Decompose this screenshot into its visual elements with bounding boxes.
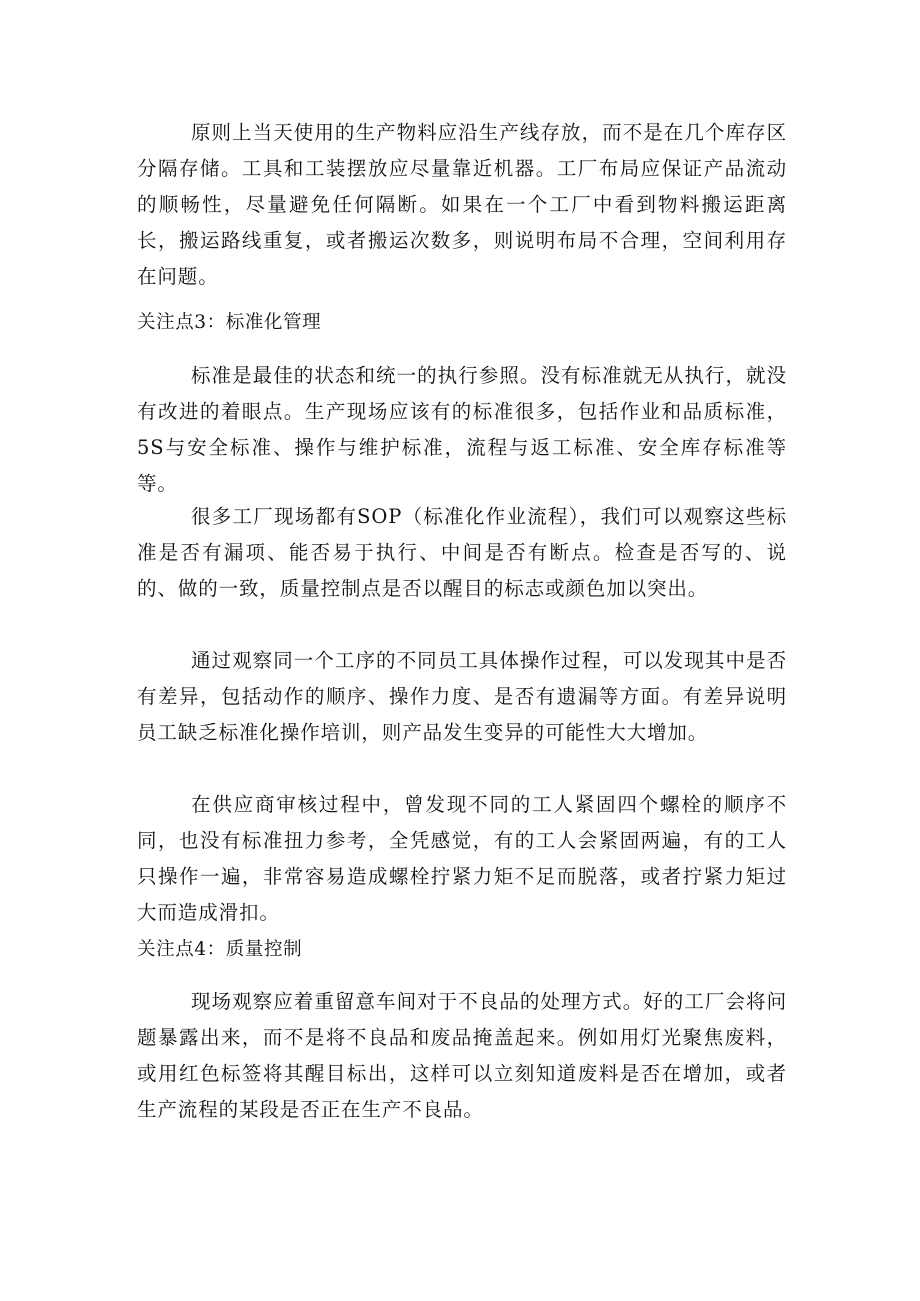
heading-focus-point-3: 关注点3：标准化管理	[137, 312, 322, 333]
paragraph-quality-control: 现场观察应着重留意车间对于不良品的处理方式。好的工厂会将问题暴露出来，而不是将不良品和废品掩盖起来。例如用灯光聚焦废料，或用红色标签将其醒目标出，这样可以立刻知道废料是否在增加，或者生产流程的某段是否正在生产不良品。	[137, 990, 787, 1121]
paragraph-sop: 很多工厂现场都有SOP（标准化作业流程），我们可以观察这些标准是否有漏项、能否易于执行、中间是否有断点。检查是否写的、说的、做的一致，质量控制点是否以醒目的标志或颜色加以突出。	[137, 505, 787, 600]
paragraph-operator-differences: 通过观察同一个工序的不同员工具体操作过程，可以发现其中是否有差异，包括动作的顺序、操作力度、是否有遗漏等方面。有差异说明员工缺乏标准化操作培训，则产品发生变异的可能性大大增加。	[137, 649, 787, 744]
paragraph-standards: 标准是最佳的状态和统一的执行参照。没有标准就无从执行，就没有改进的着眼点。生产现场应该有的标准很多，包括作业和品质标准，5S与安全标准、操作与维护标准，流程与返工标准、安全库存标准等等。	[137, 364, 787, 495]
paragraph-material-layout: 原则上当天使用的生产物料应沿生产线存放，而不是在几个库存区分隔存储。工具和工装摆放应尽量靠近机器。工厂布局应保证产品流动的顺畅性，尽量避免任何隔断。如果在一个工厂中看到物料搬运距离长，搬运路线重复，或者搬运次数多，则说明布局不合理，空间利用存在问题。	[137, 121, 787, 288]
paragraph-supplier-audit: 在供应商审核过程中，曾发现不同的工人紧固四个螺栓的顺序不同，也没有标准扭力参考，全凭感觉，有的工人会紧固两遍，有的工人只操作一遍，非常容易造成螺栓拧紧力矩不足而脱落，或者拧紧力矩过大而造成滑扣。	[137, 793, 787, 924]
heading-focus-point-4: 关注点4：质量控制	[137, 939, 303, 960]
